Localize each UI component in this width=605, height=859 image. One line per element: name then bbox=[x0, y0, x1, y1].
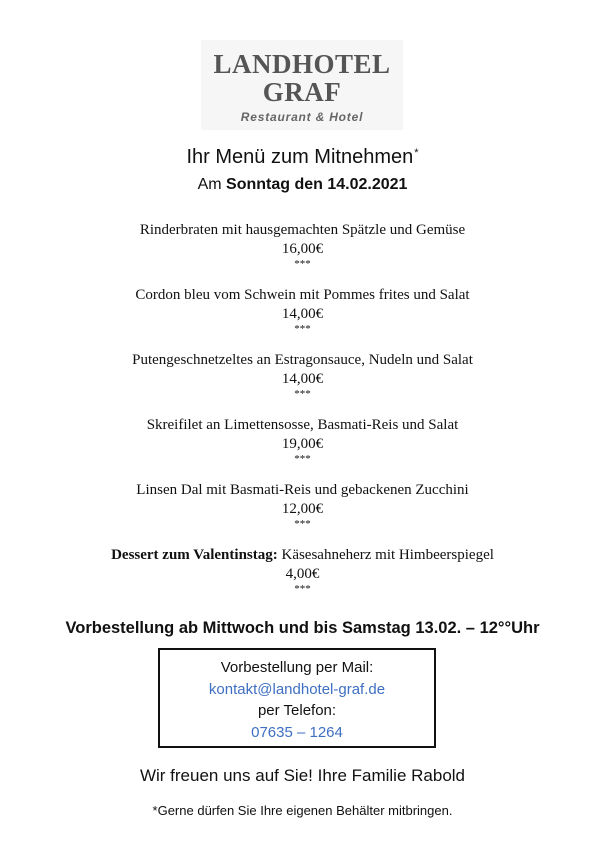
mail-label: Vorbestellung per Mail: bbox=[220, 659, 374, 676]
phone-link[interactable]: 07635 – 1264 bbox=[251, 723, 343, 741]
dish-name: Skreifilet an Limettensosse, Basmati-Reis und Salat bbox=[146, 417, 459, 433]
hotel-logo bbox=[201, 40, 403, 130]
dish-item bbox=[0, 415, 605, 480]
dish-price: 14,00€ bbox=[281, 371, 324, 387]
menu-title-text: Ihr Menü zum Mitnehmen bbox=[186, 146, 414, 168]
dish-name: Rinderbraten mit hausgemachten Spätzle und Gemüse bbox=[139, 222, 466, 238]
dish-item bbox=[0, 285, 605, 350]
dish-item bbox=[0, 350, 605, 415]
logo-tagline: Restaurant & Hotel bbox=[240, 110, 364, 124]
dish-separator: *** bbox=[294, 258, 311, 270]
dish-price: 14,00€ bbox=[281, 306, 324, 322]
greeting: Wir freuen uns auf Sie! Ihre Familie Rabold bbox=[139, 766, 466, 785]
preorder-notice: Vorbestellung ab Mittwoch und bis Samstag 13.02. – 12°°Uhr bbox=[65, 619, 540, 637]
menu-date-value: Sonntag den 14.02.2021 bbox=[226, 176, 408, 193]
menu-title-asterisk: * bbox=[414, 147, 419, 159]
dessert-item bbox=[0, 545, 605, 610]
menu-date-prefix: Am bbox=[197, 176, 227, 193]
dish-separator: *** bbox=[294, 518, 311, 530]
dish-price: 19,00€ bbox=[281, 436, 324, 452]
dish-item bbox=[0, 480, 605, 545]
menu-date bbox=[0, 174, 605, 196]
dish-separator: *** bbox=[294, 388, 311, 400]
dish-separator: *** bbox=[294, 453, 311, 465]
logo-line-landhotel: LANDHOTEL bbox=[213, 49, 391, 79]
dessert-label: Dessert zum Valentinstag: bbox=[111, 547, 278, 563]
email-link[interactable]: kontakt@landhotel-graf.de bbox=[208, 680, 386, 698]
contact-box bbox=[158, 648, 436, 748]
dessert-title: Käsesahneherz mit Himbeerspiegel bbox=[277, 547, 494, 563]
dessert-price: 4,00€ bbox=[285, 566, 320, 582]
dish-name: Cordon bleu vom Schwein mit Pommes frites und Salat bbox=[135, 287, 470, 303]
menu-title bbox=[0, 144, 605, 170]
dish-price: 12,00€ bbox=[281, 501, 324, 517]
logo-line-graf: GRAF bbox=[262, 77, 342, 107]
footnote: *Gerne dürfen Sie Ihre eigenen Behälter mitbringen. bbox=[152, 803, 453, 818]
dessert-separator: *** bbox=[294, 583, 311, 595]
dish-price: 16,00€ bbox=[281, 241, 324, 257]
dessert-name bbox=[0, 545, 605, 565]
dish-name: Putengeschnetzeltes an Estragonsauce, Nudeln und Salat bbox=[132, 352, 473, 368]
dish-item bbox=[0, 220, 605, 285]
dish-name: Linsen Dal mit Basmati-Reis und gebackenen Zucchini bbox=[136, 482, 469, 498]
dish-separator: *** bbox=[294, 323, 311, 335]
menu-list bbox=[0, 220, 605, 610]
phone-label: per Telefon: bbox=[257, 702, 337, 719]
